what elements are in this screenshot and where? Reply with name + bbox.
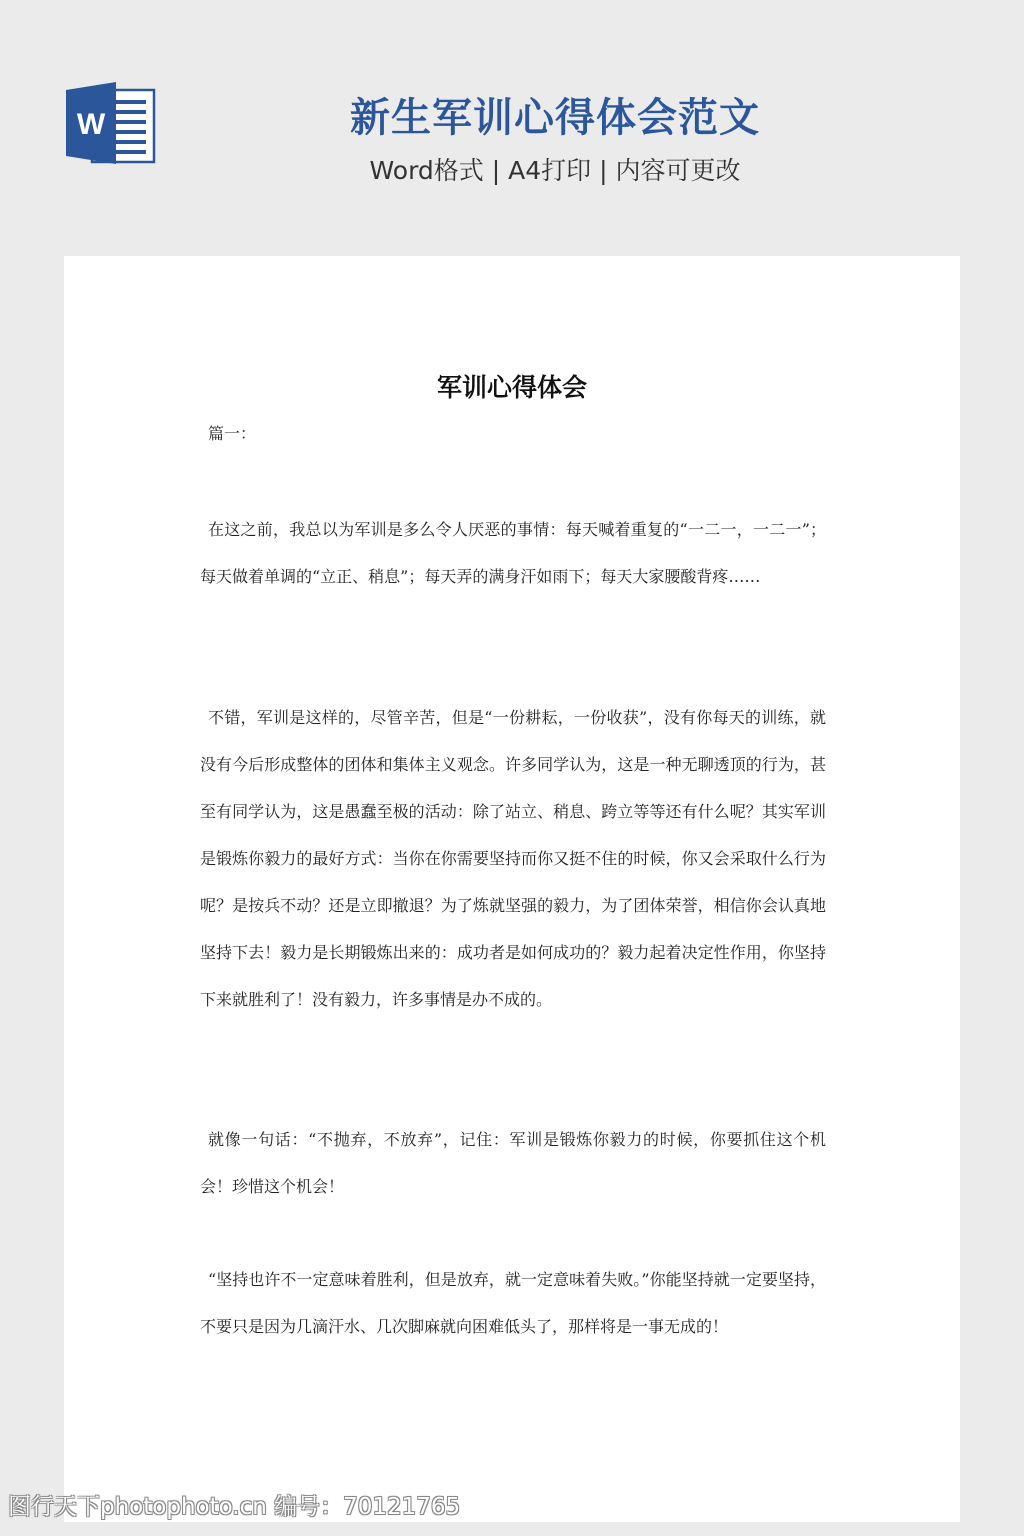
paragraph: 在这之前，我总以为军训是多么令人厌恶的事情：每天喊着重复的“一二一，一二一”；每天做着单调的“立正、稍息”；每天弄的满身汗如雨下；每天大家腰酸背疼…… bbox=[200, 520, 826, 586]
paragraph: “坚持也许不一定意味着胜利，但是放弃，就一定意味着失败。”你能坚持就一定要坚持，不要只是因为几滴汗水、几次脚麻就向困难低头了，那样将是一事无成的！ bbox=[200, 1270, 826, 1336]
watermark: 图行天下photophoto.cn 编号：70121765 bbox=[8, 1494, 461, 1520]
document-title: 军训心得体会 bbox=[436, 373, 587, 402]
paragraph: 不错，军训是这样的，尽管辛苦，但是“一份耕耘，一份收获”，没有你每天的训练，就没有今后形成整体的团体和集体主义观念。许多同学认为，这是一种无聊透顶的行为，甚至有同学认为，这是愚蠢至极的活动：除了站立、稍息、跨立等等还有什么呢？其实军训是锻炼你毅力的最好方式：当你在你需要坚持而你又挺不住的时候，你又会采取什么行为呢？是按兵不动？还是立即撤退？为了炼就坚强的毅力，为了团体荣誉，相信你会认真地坚持下去！毅力是长期锻炼出来的：成功者是如何成功的？毅力起着决定性作用，你坚持下来就胜利了！没有毅力，许多事情是办不成的。 bbox=[200, 708, 826, 1009]
document-page bbox=[64, 256, 960, 1522]
page-subtitle: Word格式 | A4打印 | 内容可更改 bbox=[369, 156, 741, 185]
word-icon bbox=[64, 82, 156, 164]
page-title: 新生军训心得体会范文 bbox=[350, 95, 760, 141]
paragraph: 就像一句话：“不抛弃，不放弃”，记住：军训是锻炼你毅力的时候，你要抓住这个机会！珍惜这个机会！ bbox=[200, 1130, 826, 1196]
svg-text:W: W bbox=[76, 108, 106, 141]
section-label: 篇一： bbox=[208, 424, 257, 443]
